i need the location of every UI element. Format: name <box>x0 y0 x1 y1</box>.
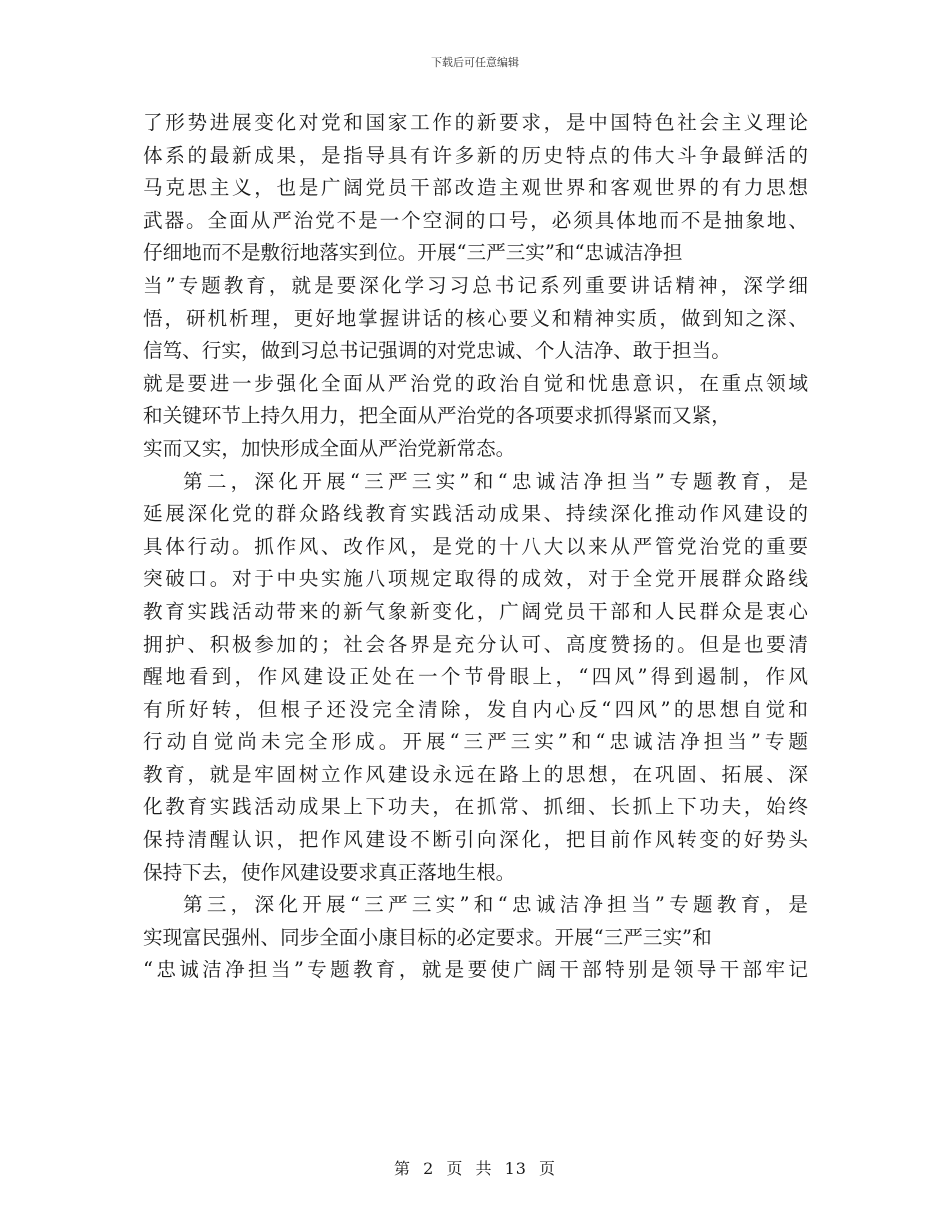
text-line: 当”专题教育，就是要深化学习习总书记系列重要讲话精神，深学细 <box>143 273 808 297</box>
text-line: 武器。全面从严治党不是一个空洞的口号，必须具体地而不是抽象地、 <box>143 208 808 232</box>
text-line: 拥护、积极参加的；社会各界是充分认可、高度赞扬的。但是也要清 <box>143 632 808 656</box>
footer-ye: 页 <box>446 1159 464 1178</box>
text-line: 马克思主义，也是广阔党员干部改造主观世界和客观世界的有力思想 <box>143 176 808 200</box>
document-body <box>143 107 808 987</box>
text-line: 第三，深化开展“三严三实”和“忠诚洁净担当”专题教育，是 <box>183 893 808 917</box>
text-line: 突破口。对于中央实施八项规定取得的成效，对于全党开展群众路线 <box>143 567 808 591</box>
text-line: 信笃、行实，做到习总书记强调的对党忠诚、个人洁净、敢于担当。 <box>143 339 731 363</box>
text-line: 教育实践活动带来的新气象新变化，广阔党员干部和人民群众是衷心 <box>143 599 808 623</box>
text-line: 第二，深化开展“三严三实”和“忠诚洁净担当”专题教育，是 <box>183 469 808 493</box>
text-line: 实而又实，加快形成全面从严治党新常态。 <box>143 436 516 460</box>
current-page-number: 2 <box>423 1159 435 1178</box>
text-line: 体系的最新成果，是指导具有许多新的历史特点的伟大斗争最鲜活的 <box>143 143 808 167</box>
text-line: 悟，研机析理，更好地掌握讲话的核心要义和精神实质，做到知之深、 <box>143 306 808 330</box>
page-header: 下载后可任意编辑 <box>431 56 519 69</box>
paragraph <box>143 889 808 987</box>
text-line: 就是要进一步强化全面从严治党的政治自觉和忧患意识，在重点领域 <box>143 371 808 395</box>
text-line: “忠诚洁净担当”专题教育，就是要使广阔干部特别是领导干部牢记 <box>143 958 808 982</box>
text-line: 和关键环节上持久用力，把全面从严治党的各项要求抓得紧而又紧， <box>143 404 731 428</box>
text-line: 保持下去，使作风建设要求真正落地生根。 <box>143 860 516 884</box>
text-line: 教育，就是牢固树立作风建设永远在路上的思想，在巩固、拓展、深 <box>143 762 808 786</box>
paragraph <box>143 107 808 466</box>
text-line: 实现富民强州、同步全面小康目标的必定要求。开展“三严三实”和 <box>143 925 712 949</box>
text-line: 延展深化党的群众路线教育实践活动成果、持续深化推动作风建设的 <box>143 502 808 526</box>
page-footer <box>0 1156 950 1179</box>
footer-gong: 共 <box>475 1159 493 1178</box>
text-line: 具体行动。抓作风、改作风，是党的十八大以来从严管党治党的重要 <box>143 534 808 558</box>
footer-di: 第 <box>393 1159 411 1178</box>
text-line: 行动自觉尚未完全形成。开展“三严三实”和“忠诚洁净担当”专题 <box>143 730 808 754</box>
text-line: 了形势进展变化对党和国家工作的新要求，是中国特色社会主义理论 <box>143 111 808 134</box>
text-line: 化教育实践活动成果上下功夫，在抓常、抓细、长抓上下功夫，始终 <box>143 795 808 819</box>
text-line: 有所好转，但根子还没完全清除，发自内心反“四风”的思想自觉和 <box>143 697 808 721</box>
text-line: 仔细地而不是敷衍地落实到位。开展“三严三实”和“忠诚洁净担 <box>143 241 683 265</box>
text-line: 醒地看到，作风建设正处在一个节骨眼上，“四风”得到遏制，作风 <box>143 665 808 689</box>
text-line: 保持清醒认识，把作风建设不断引向深化，把目前作风转变的好势头 <box>143 828 808 852</box>
footer-ye: 页 <box>539 1159 557 1178</box>
total-page-number: 13 <box>504 1159 527 1178</box>
paragraph <box>143 466 808 890</box>
